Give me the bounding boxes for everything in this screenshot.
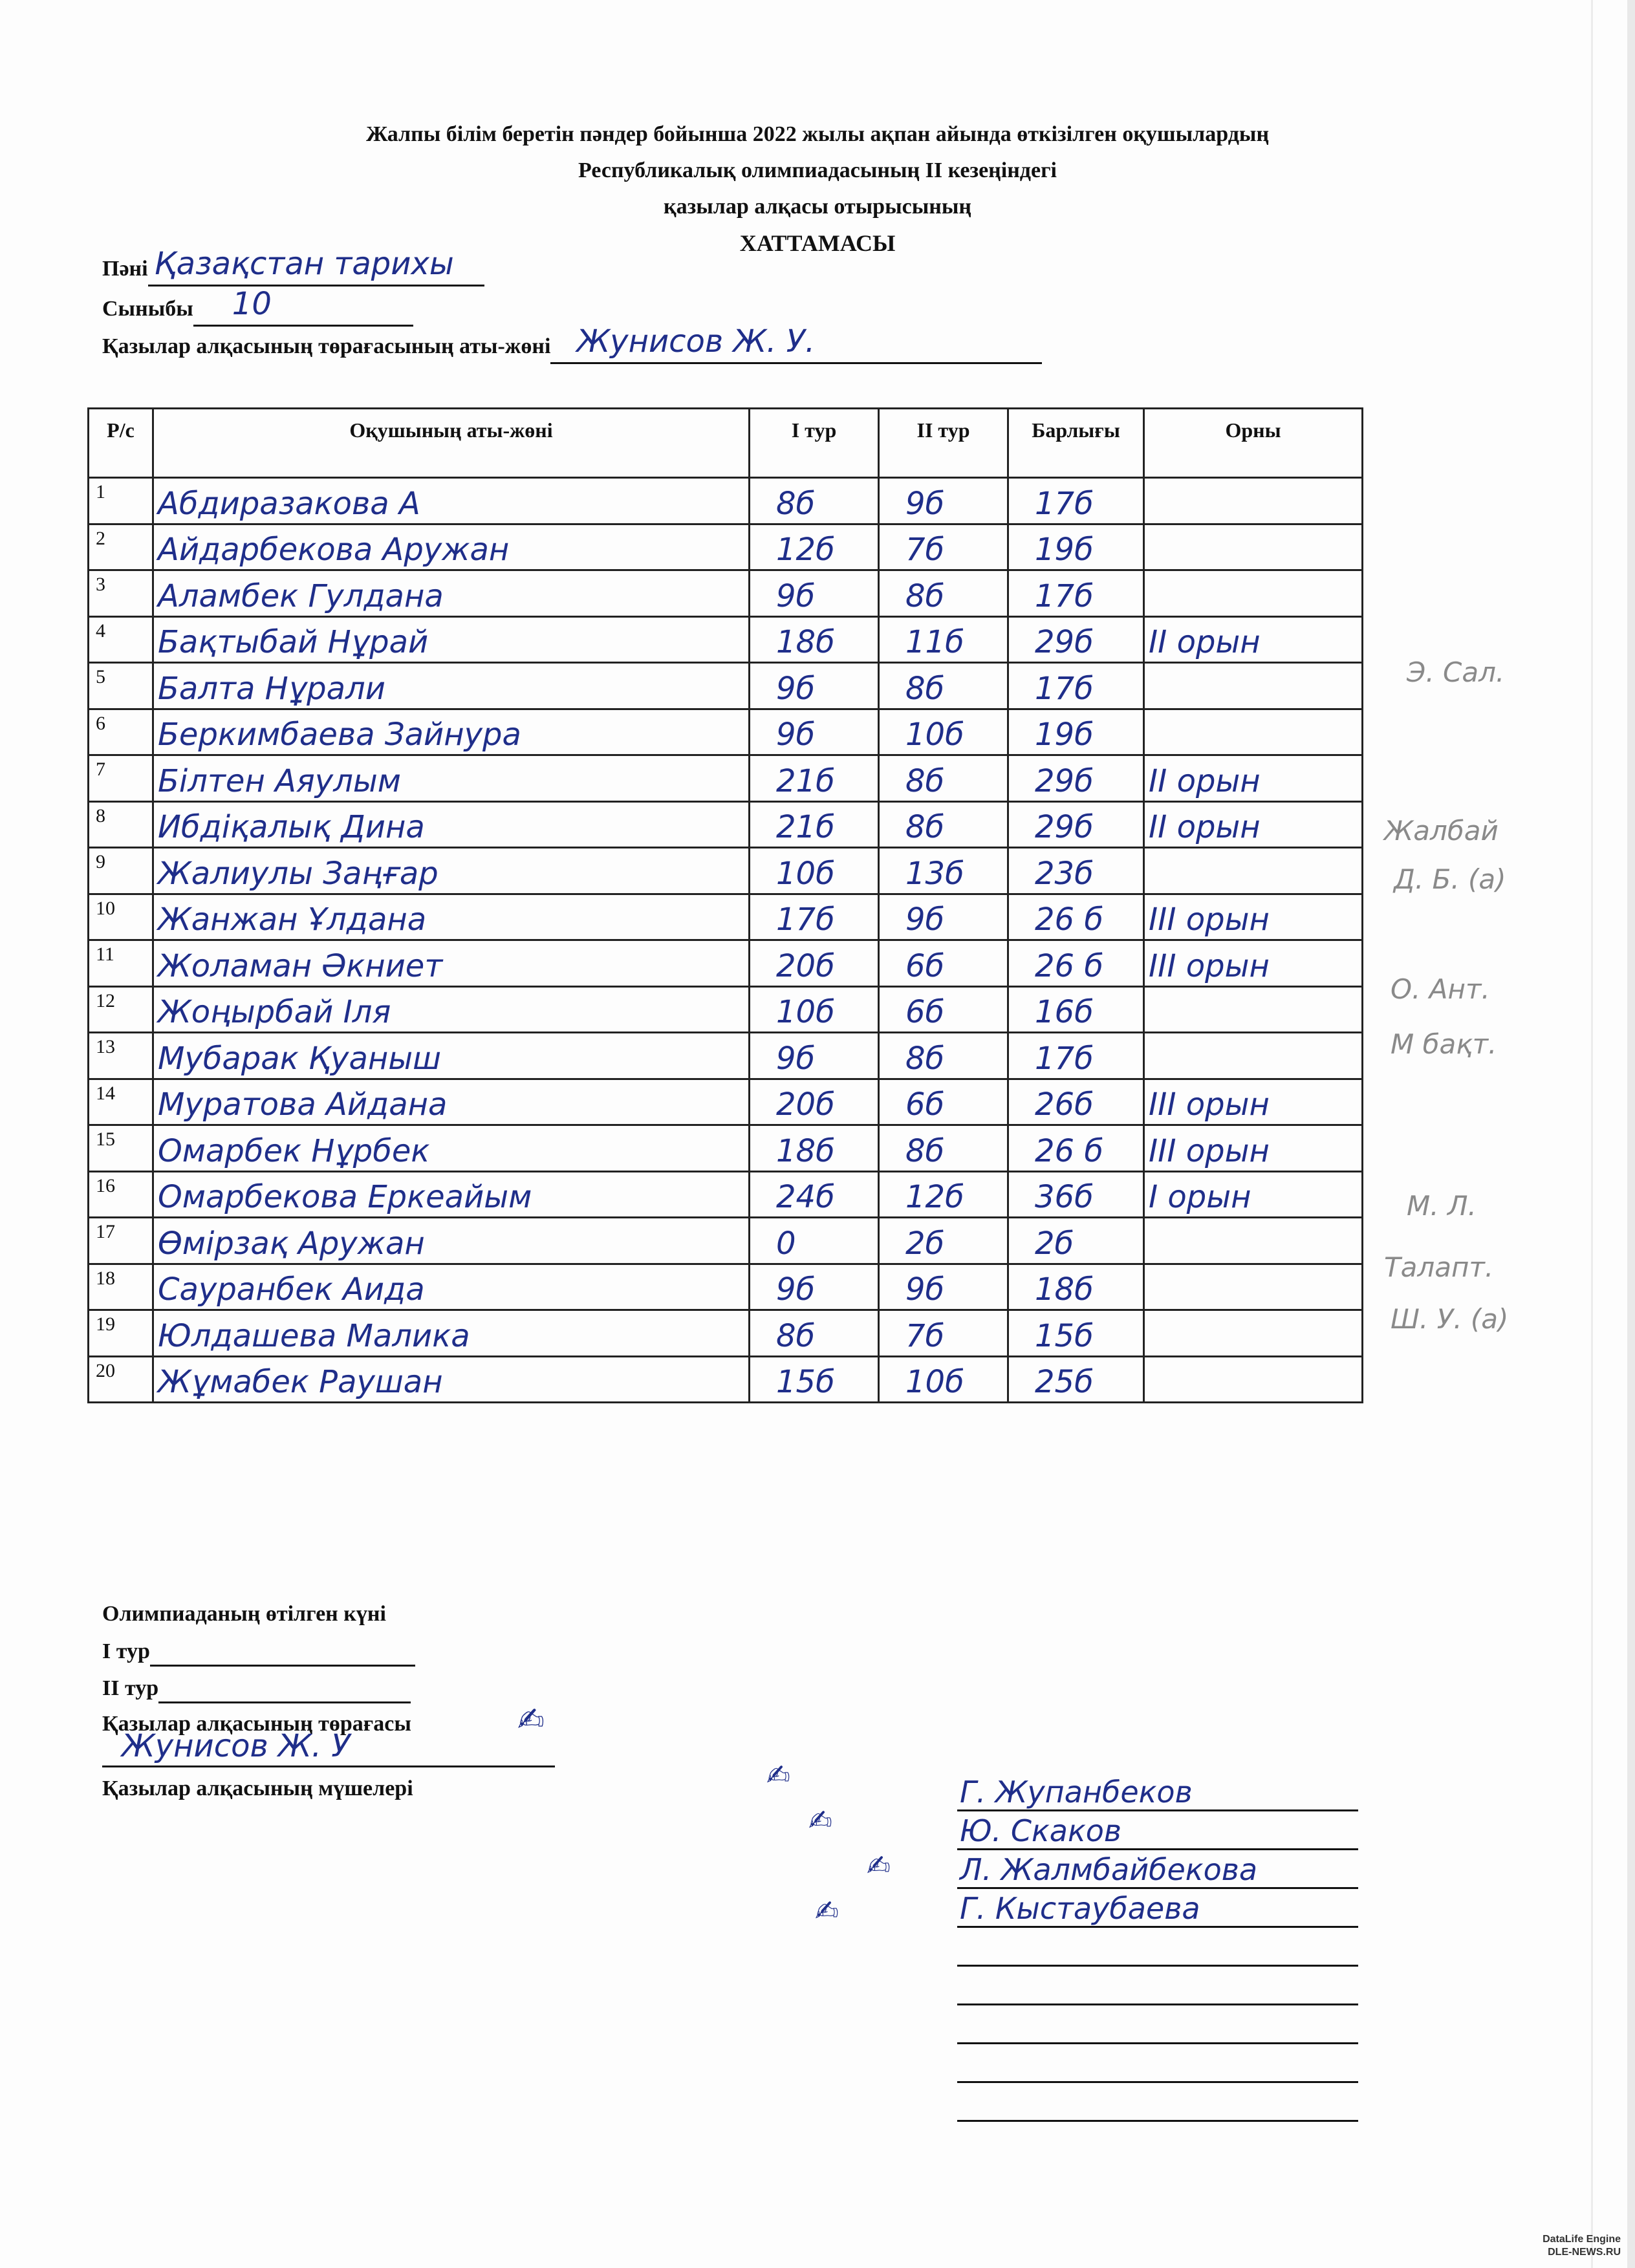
header-line-1: Жалпы білім беретін пәндер бойынша 2022 жылы ақпан айында өткізілген оқушылардың (365, 122, 1270, 146)
member-name: Г. Кыстаубаева (960, 1891, 1200, 1926)
student-name-cell (153, 986, 750, 1033)
round2-score-cell (879, 755, 1008, 802)
place: III орын (1149, 947, 1270, 984)
place-cell (1144, 709, 1363, 755)
student-name: Сауранбек Аида (158, 1271, 425, 1308)
total-score: 19б (1035, 717, 1094, 753)
total-score-cell (1008, 663, 1144, 709)
total-score-cell (1008, 848, 1144, 894)
row-number: 15 (89, 1125, 153, 1172)
round1-score-cell (750, 663, 879, 709)
date-label: Олимпиаданың өтілген күні (102, 1602, 386, 1626)
round2-score: 8б (905, 809, 945, 845)
round2-score: 13б (905, 855, 964, 892)
round2-score-cell (879, 940, 1008, 987)
total-score-cell (1008, 755, 1144, 802)
student-name-cell (153, 940, 750, 987)
round1-score-cell (750, 940, 879, 987)
round2-score-cell (879, 1079, 1008, 1125)
table-row (89, 1033, 1363, 1079)
student-name: Аламбек Гулдана (158, 578, 444, 614)
total-score: 17б (1035, 670, 1094, 707)
student-name-cell (153, 1218, 750, 1264)
row-number: 5 (89, 663, 153, 709)
round1-score-cell (750, 1218, 879, 1264)
grade-value: 10 (232, 286, 272, 322)
side-note: Д. Б. (а) (1394, 863, 1506, 895)
round2-score: 7б (905, 1317, 945, 1354)
row-number: 6 (89, 709, 153, 755)
round1-score-cell (750, 1171, 879, 1218)
row-number: 4 (89, 616, 153, 663)
table-row (89, 940, 1363, 987)
place-cell (1144, 1079, 1363, 1125)
row-number: 18 (89, 1264, 153, 1310)
place-cell (1144, 1171, 1363, 1218)
grade-line (193, 286, 413, 327)
place-cell (1144, 663, 1363, 709)
total-score-cell (1008, 1171, 1144, 1218)
round2-score-cell (879, 478, 1008, 524)
round1-score-cell (750, 1125, 879, 1172)
place: III орын (1149, 1086, 1270, 1123)
student-name-cell (153, 1356, 750, 1403)
round1-score: 21б (776, 809, 835, 845)
round1-score-cell (750, 1264, 879, 1310)
student-name-cell (153, 1171, 750, 1218)
round2-score: 8б (905, 1132, 945, 1169)
student-name-cell (153, 663, 750, 709)
table-row (89, 1079, 1363, 1125)
row-number: 11 (89, 940, 153, 987)
total-score-cell (1008, 1310, 1144, 1357)
round2-score-cell (879, 1264, 1008, 1310)
total-score-cell (1008, 709, 1144, 755)
place-cell (1144, 848, 1363, 894)
round2-score-cell (879, 1356, 1008, 1403)
total-score: 17б (1035, 485, 1094, 522)
total-score-cell (1008, 1264, 1144, 1310)
student-name: Ибдіқалық Дина (158, 809, 425, 845)
round1-label: I тур (102, 1639, 150, 1663)
total-score: 26б (1035, 1086, 1094, 1123)
member-name: Ю. Скаков (960, 1813, 1122, 1848)
table-header-row (89, 409, 1363, 478)
round1-score-cell (750, 709, 879, 755)
total-score-cell (1008, 1125, 1144, 1172)
place-cell (1144, 801, 1363, 848)
total-score: 15б (1035, 1317, 1094, 1354)
round1-score: 18б (776, 624, 835, 660)
student-name: Мубарак Қуаныш (158, 1040, 442, 1077)
subject-line (148, 246, 484, 286)
total-score: 16б (1035, 994, 1094, 1030)
member-line-empty (957, 2005, 1358, 2044)
student-name-cell (153, 478, 750, 524)
scan-edge (1627, 0, 1635, 2268)
total-score-cell (1008, 1218, 1144, 1264)
total-score: 29б (1035, 762, 1094, 799)
round2-score-cell (879, 894, 1008, 940)
member-line (957, 1888, 1358, 1928)
place: II орын (1149, 624, 1261, 660)
round2-score-cell (879, 1033, 1008, 1079)
round2-score-cell (879, 570, 1008, 617)
round2-score: 7б (905, 532, 945, 568)
row-number: 17 (89, 1218, 153, 1264)
student-name: Омарбекова Еркеайым (158, 1179, 532, 1215)
round2-score-cell (879, 1125, 1008, 1172)
total-score-cell (1008, 570, 1144, 617)
round1-score: 9б (776, 717, 816, 753)
table-row (89, 1310, 1363, 1357)
member-line-empty (957, 1966, 1358, 2005)
student-name-cell (153, 1264, 750, 1310)
table-row (89, 801, 1363, 848)
subject-value: Қазақстан тарихы (154, 246, 454, 282)
student-name-cell (153, 1079, 750, 1125)
place-cell (1144, 755, 1363, 802)
student-name: Балта Нұрали (158, 670, 385, 707)
place: II орын (1149, 762, 1261, 799)
subject-label: Пәні (102, 257, 148, 281)
round1-score: 12б (776, 532, 835, 568)
place-cell (1144, 1033, 1363, 1079)
table-row (89, 1264, 1363, 1310)
round1-score-cell (750, 1079, 879, 1125)
student-name-cell (153, 755, 750, 802)
round1-score-cell (750, 848, 879, 894)
col-header-place: Орны (1144, 409, 1363, 478)
table-row (89, 570, 1363, 617)
student-name-cell (153, 894, 750, 940)
student-name-cell (153, 1310, 750, 1357)
round2-score-cell (879, 1310, 1008, 1357)
round1-score-cell (750, 801, 879, 848)
total-score: 29б (1035, 809, 1094, 845)
round1-score-cell (750, 1033, 879, 1079)
student-name-cell (153, 1033, 750, 1079)
side-note: Ш. У. (а) (1391, 1303, 1509, 1335)
student-name: Муратова Айдана (158, 1086, 448, 1123)
chair-field-line (550, 323, 1042, 364)
table-row (89, 894, 1363, 940)
round1-score: 17б (776, 902, 835, 938)
round1-score: 0 (776, 1225, 796, 1262)
total-score: 26 б (1035, 947, 1103, 984)
place: I орын (1149, 1179, 1251, 1215)
total-score: 19б (1035, 532, 1094, 568)
round2-score: 9б (905, 485, 945, 522)
row-number: 13 (89, 1033, 153, 1079)
row-number: 9 (89, 848, 153, 894)
total-score: 18б (1035, 1271, 1094, 1308)
chair-label: Қазылар алқасының төрағасы (102, 1712, 411, 1736)
table-row (89, 663, 1363, 709)
row-number: 8 (89, 801, 153, 848)
round2-score-cell (879, 1218, 1008, 1264)
round1-score: 21б (776, 762, 835, 799)
student-name: Өмірзақ Аружан (158, 1225, 425, 1262)
round2-score: 8б (905, 1040, 945, 1077)
student-name: Омарбек Нұрбек (158, 1132, 430, 1169)
member-line (957, 1772, 1358, 1811)
header-line-2: Республикалық олимпиадасының II кезеңіндегі (578, 158, 1057, 182)
row-number: 3 (89, 570, 153, 617)
round1-score-cell (750, 616, 879, 663)
row-number: 7 (89, 755, 153, 802)
total-score-cell (1008, 1079, 1144, 1125)
round2-score: 9б (905, 1271, 945, 1308)
table-body (89, 478, 1363, 1403)
side-note: М бақт. (1391, 1028, 1497, 1060)
round2-score-cell (879, 709, 1008, 755)
row-number: 2 (89, 524, 153, 570)
round1-score-cell (750, 986, 879, 1033)
round2-score: 10б (905, 1364, 964, 1400)
chair-field (102, 323, 1042, 363)
student-name-cell (153, 570, 750, 617)
watermark-line-2: DLE-NEWS.RU (1548, 2247, 1621, 2258)
student-name: Беркимбаева Зайнура (158, 717, 521, 753)
place-cell (1144, 616, 1363, 663)
table-row (89, 848, 1363, 894)
scan-edge-line (1591, 0, 1593, 2268)
place-cell (1144, 1310, 1363, 1357)
total-score-cell (1008, 894, 1144, 940)
place: II орын (1149, 809, 1261, 845)
member-signature: ✍ (808, 1804, 832, 1837)
watermark-line-1: DataLife Engine (1543, 2234, 1621, 2245)
table-row (89, 709, 1363, 755)
side-note: Э. Сал. (1407, 656, 1505, 688)
round2-score-cell (879, 663, 1008, 709)
round2-score: 8б (905, 762, 945, 799)
student-name-cell (153, 616, 750, 663)
place: III орын (1149, 902, 1270, 938)
student-name: Жанжан Ұлдана (158, 902, 427, 938)
total-score: 29б (1035, 624, 1094, 660)
table-row (89, 478, 1363, 524)
place-cell (1144, 894, 1363, 940)
row-number: 19 (89, 1310, 153, 1357)
members-label: Қазылар алқасының мүшелері (102, 1777, 413, 1800)
round2-score: 12б (905, 1179, 964, 1215)
total-score-cell (1008, 1356, 1144, 1403)
student-name: Бақтыбай Нұрай (158, 624, 429, 660)
total-score-cell (1008, 616, 1144, 663)
round1-score: 24б (776, 1179, 835, 1215)
round2-score: 6б (905, 994, 945, 1030)
round1-score: 9б (776, 670, 816, 707)
header-line-3: қазылар алқасы отырысының (664, 195, 971, 219)
round2-score: 6б (905, 1086, 945, 1123)
member-signature: ✍ (867, 1850, 891, 1883)
student-name-cell (153, 848, 750, 894)
round2-score: 11б (905, 624, 964, 660)
round1-score-cell (750, 478, 879, 524)
grade-field (102, 286, 413, 326)
total-score-cell (1008, 1033, 1144, 1079)
place-cell (1144, 1218, 1363, 1264)
total-score: 26 б (1035, 1132, 1103, 1169)
round2-score: 10б (905, 717, 964, 753)
member-name: Л. Жалмбайбекова (960, 1852, 1258, 1887)
student-name: Абдиразакова А (158, 485, 420, 522)
table-row (89, 1171, 1363, 1218)
round1-score: 10б (776, 994, 835, 1030)
round2-score-cell (879, 616, 1008, 663)
round1-score: 18б (776, 1132, 835, 1169)
document-header (0, 116, 1635, 261)
student-name: Жоңырбай Іля (158, 994, 391, 1030)
round2-score: 8б (905, 670, 945, 707)
student-name: Жалиулы Заңғар (158, 855, 439, 892)
round2-score-cell (879, 1171, 1008, 1218)
total-score-cell (1008, 986, 1144, 1033)
member-line (957, 1811, 1358, 1850)
chair-field-value: Жунисов Ж. У. (576, 323, 816, 360)
round2-score: 2б (905, 1225, 945, 1262)
member-line (957, 1850, 1358, 1889)
student-name-cell (153, 524, 750, 570)
total-score: 23б (1035, 855, 1094, 892)
round1-score-cell (750, 1356, 879, 1403)
student-name: Жұмабек Раушан (158, 1364, 443, 1400)
round1-score: 9б (776, 1040, 816, 1077)
document-title: ХАТТАМАСЫ (739, 230, 896, 256)
round1-score: 10б (776, 855, 835, 892)
member-signature: ✍ (766, 1759, 790, 1792)
round1-score-cell (750, 524, 879, 570)
place-cell (1144, 1125, 1363, 1172)
place-cell (1144, 524, 1363, 570)
watermark (1543, 2233, 1621, 2259)
grade-label: Сыныбы (102, 297, 193, 321)
round2-score-cell (879, 801, 1008, 848)
side-note: М. Л. (1407, 1190, 1477, 1222)
total-score-cell (1008, 940, 1144, 987)
side-note: Талапт. (1384, 1251, 1494, 1283)
round1-score: 8б (776, 485, 816, 522)
member-signature: ✍ (815, 1895, 839, 1928)
student-name-cell (153, 801, 750, 848)
chair-signature: ✍ (517, 1701, 545, 1738)
student-name-cell (153, 1125, 750, 1172)
table-row (89, 1125, 1363, 1172)
col-header-round2: II тур (879, 409, 1008, 478)
place-cell (1144, 570, 1363, 617)
total-score-cell (1008, 801, 1144, 848)
round2-score-cell (879, 524, 1008, 570)
student-name: Білтен Аяулым (158, 762, 401, 799)
place: III орын (1149, 1132, 1270, 1169)
chair-signature-line (102, 1727, 555, 1767)
col-header-total: Барлығы (1008, 409, 1144, 478)
table-row (89, 524, 1363, 570)
member-name: Г. Жупанбеков (960, 1775, 1193, 1809)
round1-score: 20б (776, 947, 835, 984)
table-row (89, 986, 1363, 1033)
subject-field (102, 246, 484, 286)
round2-score: 6б (905, 947, 945, 984)
side-note: Жалбай (1384, 815, 1499, 847)
chair-name: Жунисов Ж. У (122, 1728, 351, 1764)
round2-score-cell (879, 986, 1008, 1033)
member-line-empty (957, 1927, 1358, 1967)
row-number: 20 (89, 1356, 153, 1403)
round2-score: 8б (905, 578, 945, 614)
row-number: 10 (89, 894, 153, 940)
total-score: 25б (1035, 1364, 1094, 1400)
place-cell (1144, 1264, 1363, 1310)
results-table (87, 407, 1363, 1403)
student-name: Юлдашева Малика (158, 1317, 470, 1354)
total-score: 36б (1035, 1179, 1094, 1215)
round1-line (150, 1635, 415, 1667)
round1-score: 8б (776, 1317, 816, 1354)
round1-score-cell (750, 1310, 879, 1357)
total-score-cell (1008, 478, 1144, 524)
place-cell (1144, 478, 1363, 524)
col-header-name: Оқушының аты-жөні (153, 409, 750, 478)
round2-score-cell (879, 848, 1008, 894)
table-row (89, 616, 1363, 663)
student-name-cell (153, 709, 750, 755)
round1-score-cell (750, 894, 879, 940)
member-line-empty (957, 2082, 1358, 2122)
round1-score-cell (750, 570, 879, 617)
total-score: 26 б (1035, 902, 1103, 938)
col-header-round1: I тур (750, 409, 879, 478)
round1-score: 15б (776, 1364, 835, 1400)
row-number: 12 (89, 986, 153, 1033)
round2-label: II тур (102, 1676, 159, 1700)
row-number: 14 (89, 1079, 153, 1125)
student-name: Жоламан Әкниет (158, 947, 443, 984)
round2-score: 9б (905, 902, 945, 938)
row-number: 16 (89, 1171, 153, 1218)
total-score: 17б (1035, 1040, 1094, 1077)
round1-score-cell (750, 755, 879, 802)
place-cell (1144, 986, 1363, 1033)
table-row (89, 1218, 1363, 1264)
round1-score: 20б (776, 1086, 835, 1123)
total-score-cell (1008, 524, 1144, 570)
chair-field-label: Қазылар алқасының төрағасының аты-жөні (102, 334, 551, 358)
total-score: 2б (1035, 1225, 1074, 1262)
table-row (89, 755, 1363, 802)
row-number: 1 (89, 478, 153, 524)
col-header-number: Р/с (89, 409, 153, 478)
side-note: О. Ант. (1391, 973, 1490, 1005)
student-name: Айдарбекова Аружан (158, 532, 510, 568)
table-row (89, 1356, 1363, 1403)
member-line-empty (957, 2044, 1358, 2083)
place-cell (1144, 940, 1363, 987)
round1-score: 9б (776, 1271, 816, 1308)
total-score: 17б (1035, 578, 1094, 614)
round1-field (102, 1635, 415, 1669)
round2-line (158, 1672, 411, 1703)
round1-score: 9б (776, 578, 816, 614)
place-cell (1144, 1356, 1363, 1403)
round2-field (102, 1672, 411, 1705)
